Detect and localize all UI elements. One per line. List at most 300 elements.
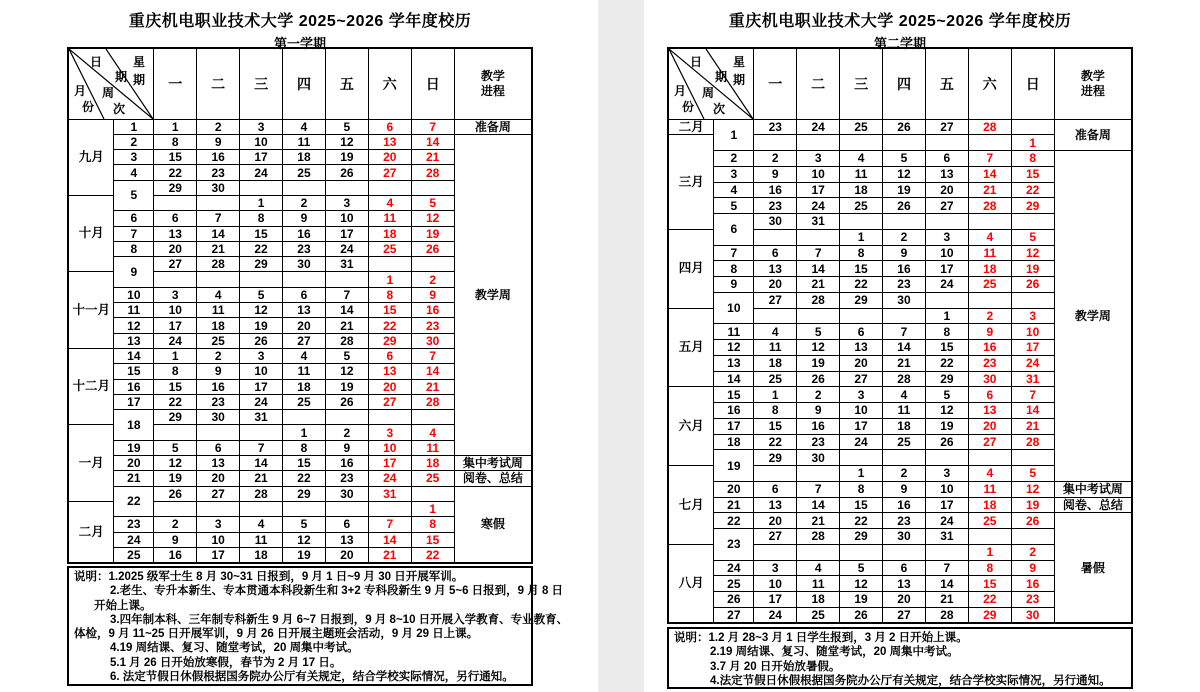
date-cell: 11 <box>968 245 1011 261</box>
date-cell: 12 <box>240 303 283 318</box>
date-cell: 2 <box>197 119 240 134</box>
date-cell: 17 <box>797 182 840 198</box>
date-cell: 21 <box>1011 418 1054 434</box>
date-cell: 19 <box>154 471 197 486</box>
week-number-cell: 6 <box>114 211 154 226</box>
date-cell: 25 <box>968 513 1011 529</box>
date-cell: 17 <box>754 592 797 608</box>
date-cell: 28 <box>325 333 368 348</box>
date-cell: 2 <box>1011 544 1054 560</box>
corner-label: 期 <box>715 70 728 84</box>
date-cell: 18 <box>197 318 240 333</box>
date-cell: 22 <box>840 277 883 293</box>
date-cell: 26 <box>240 333 283 348</box>
week-number-cell: 5 <box>714 198 754 214</box>
date-cell: 24 <box>754 607 797 623</box>
date-cell: 30 <box>197 410 240 425</box>
process-cell: 集中考试周 <box>454 456 532 471</box>
date-cell: 20 <box>368 379 411 394</box>
note-line: 3.四年制本科、三年制专科新生 9 月 6~7 日报到，9 月 8~10 日开展入学教育、专业教育、 <box>110 613 569 626</box>
date-cell: 24 <box>797 198 840 214</box>
week-number-cell: 12 <box>114 318 154 333</box>
date-cell <box>840 214 883 230</box>
date-cell: 13 <box>368 134 411 149</box>
date-cell <box>1011 450 1054 466</box>
week-number-cell: 21 <box>114 471 154 486</box>
date-cell: 29 <box>154 180 197 195</box>
week-number-cell: 4 <box>714 182 754 198</box>
week-number-cell: 8 <box>114 241 154 256</box>
date-cell: 2 <box>197 348 240 363</box>
month-cell: 九月 <box>68 119 114 195</box>
date-cell: 22 <box>968 592 1011 608</box>
date-cell: 14 <box>797 497 840 513</box>
date-cell <box>411 180 454 195</box>
corner-label: 次 <box>113 102 126 116</box>
date-cell: 29 <box>968 607 1011 623</box>
date-cell: 2 <box>154 517 197 532</box>
date-cell: 9 <box>197 134 240 149</box>
week-number-cell: 11 <box>114 303 154 318</box>
date-cell: 12 <box>925 403 968 419</box>
corner-label: 期 <box>133 73 146 87</box>
date-cell: 28 <box>240 486 283 501</box>
date-cell: 21 <box>925 592 968 608</box>
date-cell <box>325 501 368 516</box>
date-cell: 31 <box>925 529 968 545</box>
date-cell: 7 <box>197 211 240 226</box>
date-cell: 17 <box>197 547 240 562</box>
date-cell: 7 <box>368 517 411 532</box>
date-cell: 7 <box>1011 387 1054 403</box>
date-cell: 2 <box>797 387 840 403</box>
date-cell: 23 <box>968 355 1011 371</box>
date-cell: 3 <box>325 195 368 210</box>
date-cell: 3 <box>240 119 283 134</box>
date-cell: 5 <box>411 195 454 210</box>
week-number-cell: 6 <box>714 214 754 246</box>
date-cell: 1 <box>154 119 197 134</box>
date-cell: 11 <box>797 576 840 592</box>
week-number-cell: 19 <box>114 440 154 455</box>
date-cell: 20 <box>197 471 240 486</box>
date-cell <box>197 501 240 516</box>
date-cell: 11 <box>283 134 326 149</box>
process-cell: 寒假 <box>454 486 532 562</box>
date-cell: 22 <box>925 355 968 371</box>
date-cell: 28 <box>197 257 240 272</box>
date-cell: 7 <box>411 348 454 363</box>
date-cell: 30 <box>283 257 326 272</box>
weekday-header: 日 <box>411 48 454 119</box>
date-cell: 1 <box>283 425 326 440</box>
date-cell <box>1011 292 1054 308</box>
date-cell: 9 <box>283 211 326 226</box>
date-cell: 23 <box>197 165 240 180</box>
date-cell: 6 <box>197 440 240 455</box>
date-cell: 21 <box>797 513 840 529</box>
date-cell: 14 <box>325 303 368 318</box>
date-cell: 4 <box>240 517 283 532</box>
date-cell: 27 <box>925 119 968 135</box>
date-cell: 14 <box>797 261 840 277</box>
date-cell: 16 <box>325 456 368 471</box>
date-cell: 15 <box>968 576 1011 592</box>
date-cell: 27 <box>840 371 883 387</box>
date-cell: 12 <box>1011 481 1054 497</box>
notes-box <box>67 566 569 686</box>
note-line: 4.19 周结课、复习、随堂考试，20 周集中考试。 <box>110 642 359 655</box>
date-cell: 11 <box>883 403 926 419</box>
date-cell: 6 <box>754 245 797 261</box>
date-cell: 12 <box>411 211 454 226</box>
date-cell: 26 <box>1011 513 1054 529</box>
date-cell: 12 <box>154 456 197 471</box>
date-cell <box>197 272 240 287</box>
date-cell <box>1011 529 1054 545</box>
date-cell: 8 <box>840 245 883 261</box>
date-cell: 19 <box>325 379 368 394</box>
date-cell: 27 <box>754 529 797 545</box>
date-cell: 17 <box>925 261 968 277</box>
date-cell <box>797 466 840 482</box>
date-cell: 10 <box>154 303 197 318</box>
date-cell: 27 <box>368 394 411 409</box>
date-cell <box>797 135 840 151</box>
weekday-header: 二 <box>797 48 840 119</box>
date-cell: 28 <box>411 394 454 409</box>
corner-label: 期 <box>733 73 746 87</box>
date-cell: 25 <box>883 434 926 450</box>
date-cell: 16 <box>283 226 326 241</box>
week-number-cell: 1 <box>114 119 154 134</box>
corner-label: 日 <box>90 55 103 69</box>
date-cell: 13 <box>197 456 240 471</box>
date-cell: 9 <box>325 440 368 455</box>
date-cell: 4 <box>797 560 840 576</box>
date-cell: 12 <box>797 340 840 356</box>
date-cell: 14 <box>883 340 926 356</box>
weekday-header: 一 <box>754 48 797 119</box>
month-cell: 四月 <box>668 229 714 308</box>
date-cell: 27 <box>283 333 326 348</box>
corner-header-cell <box>668 48 754 119</box>
date-cell: 28 <box>925 607 968 623</box>
date-cell: 27 <box>197 486 240 501</box>
date-cell: 27 <box>925 198 968 214</box>
date-cell: 5 <box>840 560 883 576</box>
date-cell: 6 <box>754 481 797 497</box>
date-cell: 28 <box>883 371 926 387</box>
note-line: 体检，9 月 11~25 日开展军训，9 月 26 日开展主题班会活动，9 月 29 日上课。 <box>74 628 479 641</box>
date-cell: 10 <box>368 440 411 455</box>
month-cell: 三月 <box>668 135 714 230</box>
date-cell: 27 <box>368 165 411 180</box>
date-cell <box>411 257 454 272</box>
date-cell: 19 <box>797 355 840 371</box>
date-cell: 2 <box>883 229 926 245</box>
date-cell <box>240 425 283 440</box>
date-cell: 19 <box>1011 497 1054 513</box>
date-cell: 19 <box>925 418 968 434</box>
process-cell: 集中考试周 <box>1054 481 1132 497</box>
date-cell <box>925 450 968 466</box>
date-cell <box>154 195 197 210</box>
week-number-cell: 2 <box>114 134 154 149</box>
week-number-cell: 25 <box>714 576 754 592</box>
date-cell <box>754 544 797 560</box>
date-cell: 4 <box>754 324 797 340</box>
week-number-cell: 23 <box>114 517 154 532</box>
semester-1-calendar-table <box>67 47 533 564</box>
date-cell: 24 <box>840 434 883 450</box>
process-cell: 阅卷、总结 <box>1054 497 1132 513</box>
date-cell: 16 <box>197 379 240 394</box>
date-cell: 31 <box>1011 371 1054 387</box>
corner-label: 月 <box>674 84 687 98</box>
calendar-row <box>668 119 1132 135</box>
date-cell <box>797 544 840 560</box>
date-cell: 28 <box>797 529 840 545</box>
week-number-cell: 24 <box>714 560 754 576</box>
date-cell: 23 <box>883 513 926 529</box>
date-cell: 1 <box>368 272 411 287</box>
weekday-header: 日 <box>1011 48 1054 119</box>
date-cell: 11 <box>283 364 326 379</box>
date-cell <box>283 180 326 195</box>
date-cell: 27 <box>968 434 1011 450</box>
date-cell: 13 <box>925 166 968 182</box>
date-cell: 18 <box>754 355 797 371</box>
date-cell: 22 <box>240 241 283 256</box>
week-number-cell: 7 <box>714 245 754 261</box>
date-cell: 4 <box>883 387 926 403</box>
date-cell: 8 <box>154 134 197 149</box>
date-cell: 13 <box>154 226 197 241</box>
date-cell: 23 <box>754 119 797 135</box>
date-cell: 6 <box>283 287 326 302</box>
date-cell: 4 <box>411 425 454 440</box>
date-cell <box>411 410 454 425</box>
date-cell: 18 <box>968 497 1011 513</box>
date-cell: 17 <box>925 497 968 513</box>
date-cell: 21 <box>411 150 454 165</box>
date-cell: 5 <box>154 440 197 455</box>
corner-label: 份 <box>682 100 695 114</box>
date-cell: 7 <box>925 560 968 576</box>
page-title: 重庆机电职业技术大学 2025~2026 学年度校历 <box>128 13 472 30</box>
date-cell: 25 <box>797 607 840 623</box>
note-line: 5.1 月 26 日开始放寒假，春节为 2 月 17 日。 <box>110 656 342 669</box>
date-cell: 9 <box>968 324 1011 340</box>
date-cell: 5 <box>325 119 368 134</box>
week-number-cell: 19 <box>714 450 754 482</box>
date-cell: 17 <box>840 418 883 434</box>
weekday-header: 六 <box>368 48 411 119</box>
date-cell: 26 <box>1011 277 1054 293</box>
date-cell: 5 <box>925 387 968 403</box>
date-cell: 9 <box>883 481 926 497</box>
date-cell: 18 <box>883 418 926 434</box>
week-number-cell: 24 <box>114 532 154 547</box>
date-cell: 10 <box>754 576 797 592</box>
date-cell: 14 <box>968 166 1011 182</box>
date-cell: 21 <box>797 277 840 293</box>
calendar-row <box>68 119 532 134</box>
week-number-cell: 13 <box>114 333 154 348</box>
week-number-cell: 3 <box>714 166 754 182</box>
date-cell: 6 <box>968 387 1011 403</box>
date-cell: 7 <box>240 440 283 455</box>
date-cell: 22 <box>368 318 411 333</box>
date-cell: 18 <box>368 226 411 241</box>
week-number-cell: 4 <box>114 165 154 180</box>
date-cell: 18 <box>411 456 454 471</box>
date-cell: 4 <box>368 195 411 210</box>
weekday-header: 一 <box>154 48 197 119</box>
month-cell: 十二月 <box>68 348 114 424</box>
date-cell: 3 <box>925 229 968 245</box>
date-cell: 3 <box>840 387 883 403</box>
date-cell: 4 <box>968 466 1011 482</box>
corner-label: 次 <box>713 102 726 116</box>
note-line: 开始上课。 <box>94 599 152 612</box>
date-cell: 23 <box>1011 592 1054 608</box>
note-line: 3.7 月 20 日开始放暑假。 <box>710 660 841 673</box>
date-cell <box>154 501 197 516</box>
date-cell: 15 <box>840 261 883 277</box>
date-cell: 19 <box>325 150 368 165</box>
date-cell: 20 <box>754 277 797 293</box>
date-cell: 30 <box>883 529 926 545</box>
date-cell: 9 <box>411 287 454 302</box>
date-cell: 20 <box>925 182 968 198</box>
process-header: 教学 进程 <box>1054 48 1132 119</box>
date-cell: 10 <box>925 245 968 261</box>
date-cell: 23 <box>325 471 368 486</box>
week-number-cell: 23 <box>714 529 754 561</box>
date-cell: 8 <box>411 517 454 532</box>
date-cell: 1 <box>754 387 797 403</box>
date-cell: 7 <box>968 151 1011 167</box>
corner-label: 份 <box>82 100 95 114</box>
date-cell: 30 <box>325 486 368 501</box>
date-cell: 13 <box>883 576 926 592</box>
note-line: 6. 法定节假日休假根据国务院办公厅有关规定，结合学校实际情况，另行通知。 <box>110 671 514 684</box>
date-cell: 22 <box>154 165 197 180</box>
date-cell: 26 <box>840 607 883 623</box>
date-cell: 30 <box>197 180 240 195</box>
month-cell: 十月 <box>68 195 114 271</box>
date-cell: 1 <box>840 229 883 245</box>
date-cell <box>197 195 240 210</box>
date-cell: 15 <box>925 340 968 356</box>
date-cell: 17 <box>368 456 411 471</box>
date-cell: 1 <box>840 466 883 482</box>
corner-label: 期 <box>115 70 128 84</box>
date-cell: 8 <box>154 364 197 379</box>
date-cell: 5 <box>797 324 840 340</box>
date-cell: 7 <box>883 324 926 340</box>
month-cell: 六月 <box>668 387 714 466</box>
date-cell: 21 <box>197 241 240 256</box>
date-cell: 9 <box>883 245 926 261</box>
calendar-row <box>68 471 532 486</box>
page-title: 重庆机电职业技术大学 2025~2026 学年度校历 <box>728 13 1072 30</box>
date-cell: 18 <box>283 379 326 394</box>
semester-subtitle: 第二学期 <box>873 36 926 51</box>
date-cell: 20 <box>754 513 797 529</box>
date-cell: 2 <box>754 151 797 167</box>
date-cell <box>883 214 926 230</box>
date-cell: 24 <box>154 333 197 348</box>
corner-label: 周 <box>102 86 115 100</box>
date-cell: 26 <box>411 241 454 256</box>
date-cell: 8 <box>754 403 797 419</box>
date-cell: 20 <box>325 547 368 562</box>
date-cell: 4 <box>283 119 326 134</box>
weekday-header: 三 <box>240 48 283 119</box>
date-cell: 22 <box>283 471 326 486</box>
date-cell: 10 <box>797 166 840 182</box>
date-cell <box>840 308 883 324</box>
date-cell: 13 <box>840 340 883 356</box>
date-cell: 13 <box>368 364 411 379</box>
date-cell <box>840 135 883 151</box>
week-number-cell: 17 <box>714 418 754 434</box>
date-cell: 6 <box>925 151 968 167</box>
week-number-cell: 14 <box>114 348 154 363</box>
date-cell: 12 <box>883 166 926 182</box>
date-cell: 5 <box>283 517 326 532</box>
date-cell: 22 <box>754 434 797 450</box>
date-cell: 20 <box>883 592 926 608</box>
date-cell: 29 <box>925 371 968 387</box>
date-cell: 27 <box>883 607 926 623</box>
date-cell <box>754 308 797 324</box>
date-cell <box>368 257 411 272</box>
date-cell: 8 <box>1011 151 1054 167</box>
calendar-row <box>668 481 1132 497</box>
date-cell: 11 <box>754 340 797 356</box>
date-cell: 26 <box>154 486 197 501</box>
date-cell: 4 <box>283 348 326 363</box>
weekday-header: 三 <box>840 48 883 119</box>
date-cell <box>754 229 797 245</box>
date-cell: 11 <box>368 211 411 226</box>
date-cell: 24 <box>240 165 283 180</box>
date-cell <box>411 486 454 501</box>
calendar-row <box>668 151 1132 167</box>
date-cell: 6 <box>368 119 411 134</box>
date-cell: 1 <box>240 195 283 210</box>
date-cell: 16 <box>883 497 926 513</box>
date-cell <box>325 180 368 195</box>
date-cell: 17 <box>240 379 283 394</box>
week-number-cell: 20 <box>714 481 754 497</box>
date-cell: 24 <box>925 513 968 529</box>
date-cell <box>1011 119 1054 135</box>
date-cell: 21 <box>325 318 368 333</box>
week-number-cell: 16 <box>114 379 154 394</box>
date-cell <box>368 410 411 425</box>
date-cell: 12 <box>325 134 368 149</box>
date-cell: 23 <box>754 198 797 214</box>
date-cell: 18 <box>240 547 283 562</box>
semester-2-calendar-table <box>667 47 1133 624</box>
date-cell: 30 <box>411 333 454 348</box>
date-cell: 18 <box>283 150 326 165</box>
